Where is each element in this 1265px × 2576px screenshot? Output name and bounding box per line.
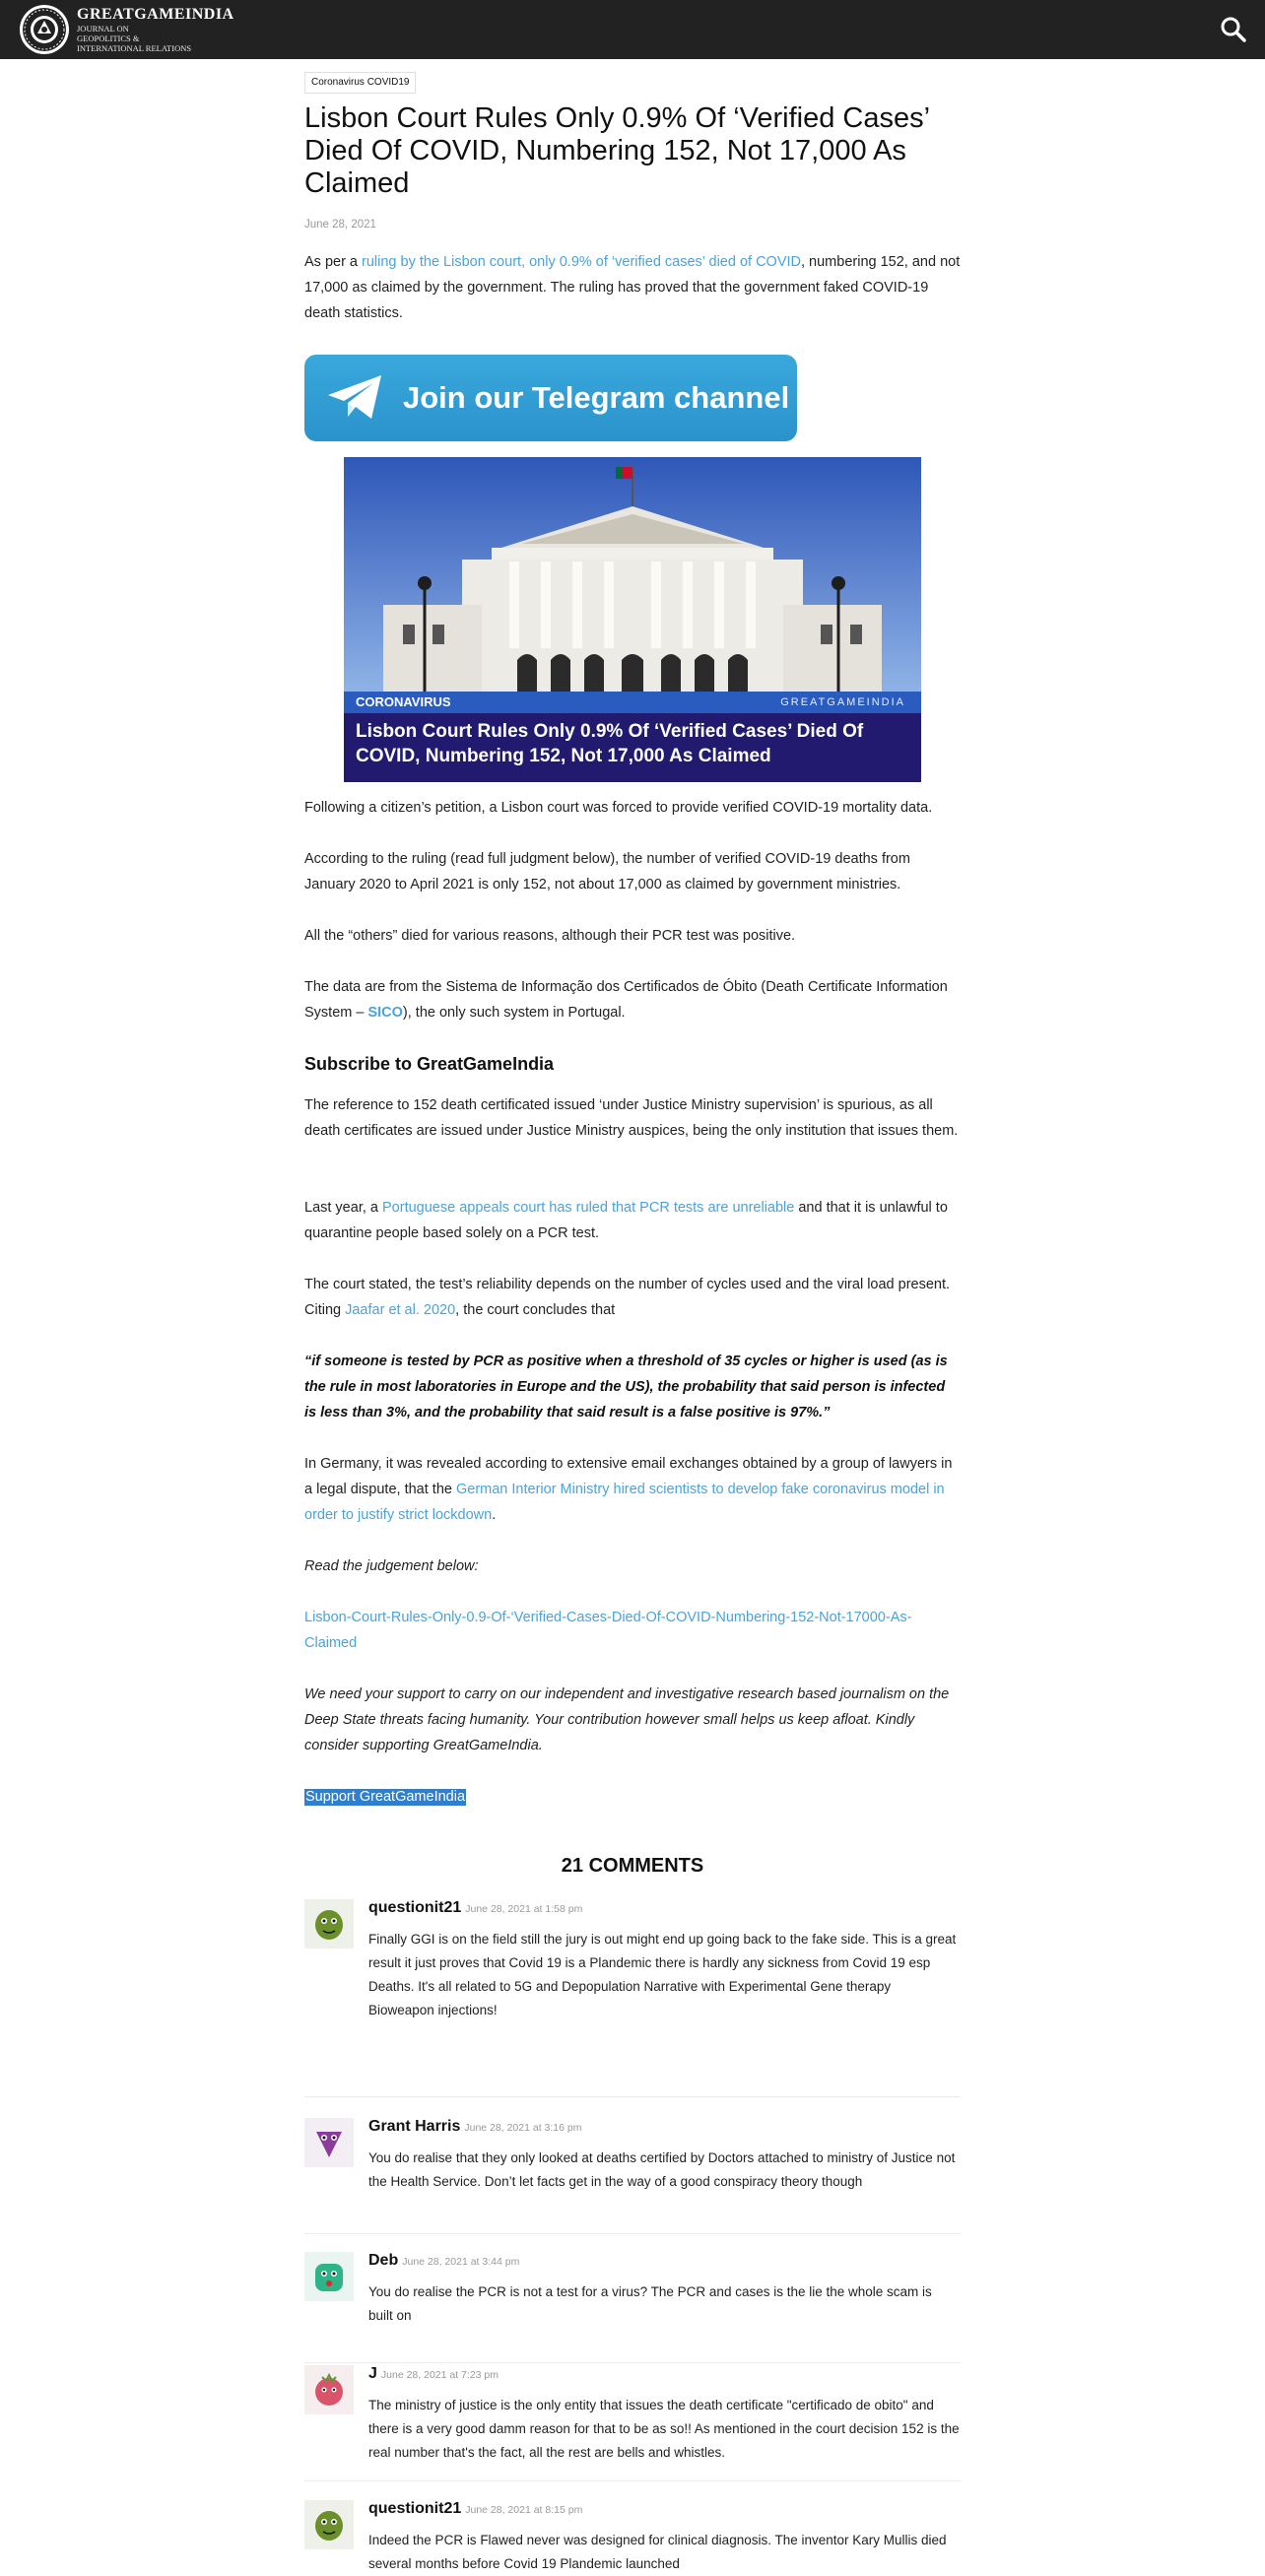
- logo-seal-icon: [18, 3, 71, 56]
- paragraph-germany-text-end: .: [492, 1507, 497, 1523]
- paragraph-others: All the “others” died for various reasons, although their PCR test was positive.: [304, 928, 796, 944]
- comment-date[interactable]: June 28, 2021 at 1:58 pm: [465, 1903, 583, 1915]
- comment-divider: [304, 2096, 961, 2097]
- category-tag[interactable]: Coronavirus COVID19: [304, 72, 416, 94]
- paragraph-sico-text-end: ), the only such system in Portugal.: [402, 1005, 626, 1021]
- paragraph-cycles-text: The court stated, the test’s reliability depends on the number of cycles used and the viral load present. Citing: [304, 1277, 951, 1318]
- logo-text: [77, 6, 234, 53]
- hero-brand: GREATGAMEINDIA: [780, 696, 905, 708]
- telegram-join-button[interactable]: [304, 355, 797, 441]
- jaafar-link[interactable]: Jaafar et al. 2020: [345, 1302, 456, 1318]
- paragraph-sico-text: The data are from the Sistema de Informação dos Certificados de Óbito (Death Certificate Information System –: [304, 979, 948, 1021]
- comment-author[interactable]: questionit21: [368, 2500, 462, 2517]
- parliament-building-illustration: [344, 457, 921, 692]
- paragraph-cycles: [304, 1272, 961, 1323]
- comment-text: You do realise that they only looked at deaths certified by Doctors attached to ministry of Justice not the Health Service. Don’t let facts get in the way of a good conspiracy theory though: [368, 2150, 956, 2189]
- top-navigation-bar: [0, 0, 1265, 59]
- comment-author[interactable]: questionit21: [368, 1899, 462, 1916]
- comments-heading: 21 COMMENTS: [561, 1855, 704, 1877]
- lisbon-ruling-link[interactable]: ruling by the Lisbon court, only 0.9% of ‘verified cases’ died of COVID: [362, 254, 801, 270]
- comment-text: The ministry of justice is the only entity that issues the death certificate "certificado de obito" and there is a very good damm reason for that to be as so!! As mentioned in the court decision 152 is the real number that's the fact, all the rest are bells and whistles.: [368, 2398, 960, 2460]
- paragraph-ruling: According to the ruling (read full judgment below), the number of verified COVID-19 deaths from January 2020 to April 2021 is only 152, not about 17,000 as claimed by government ministries.: [304, 851, 910, 892]
- comment-divider: [304, 2362, 961, 2363]
- site-logo[interactable]: [18, 3, 234, 56]
- telegram-label: Join our Telegram channel: [403, 380, 790, 415]
- paragraph-intro: [304, 249, 961, 326]
- comment-date[interactable]: June 28, 2021 at 3:44 pm: [402, 2256, 520, 2268]
- comment-header: [368, 2252, 519, 2270]
- pcr-unreliable-link[interactable]: Portuguese appeals court has ruled that PCR tests are unreliable: [382, 1200, 795, 1216]
- read-judgement-text: Read the judgement below:: [304, 1558, 479, 1574]
- comment-divider: [304, 2480, 961, 2481]
- subscribe-heading: Subscribe to GreatGameIndia: [304, 1054, 555, 1074]
- paragraph-sico: [304, 974, 961, 1025]
- court-quote: “if someone is tested by PCR as positive when a threshold of 35 cycles or higher is used (as is the rule in most laboratories in Europe and the US), the probability that said person is infected is less than 3%, and the probability that said result is a false positive is 97%.”: [304, 1354, 948, 1420]
- comment-text: Finally GGI is on the field still the jury is out might end up going back to the fake side. This is a great result it just proves that Covid 19 is a Plandemic there is hardly any sickness from Covid 19 esp Deaths. It's all related to 5G and Depopulation Narrative with Experimental Gene therapy Bioweapon injections!: [368, 1932, 957, 2017]
- support-button[interactable]: Support GreatGameIndia: [305, 1789, 466, 1805]
- comment-header: [368, 2365, 499, 2383]
- paragraph-appeals-text: Last year, a: [304, 1200, 382, 1216]
- german-ministry-link[interactable]: German Interior Ministry hired scientists to develop fake coronavirus model in order to justify strict lockdown: [304, 1482, 945, 1523]
- comment-date[interactable]: June 28, 2021 at 8:15 pm: [465, 2504, 583, 2516]
- avatar: [304, 1899, 354, 1949]
- logo-title: GREATGAMEINDIA: [77, 6, 234, 23]
- article-date: June 28, 2021: [304, 219, 376, 231]
- comment-header: [368, 2500, 582, 2518]
- comment-date[interactable]: June 28, 2021 at 3:16 pm: [464, 2122, 582, 2134]
- paragraph-petition: Following a citizen’s petition, a Lisbon court was forced to provide verified COVID-19 mortality data.: [304, 800, 933, 816]
- hero-caption: Lisbon Court Rules Only 0.9% Of ‘Verified Cases’ Died Of COVID, Numbering 152, Not 17,000 As Claimed: [356, 721, 864, 766]
- comment-text: You do realise the PCR is not a test for a virus? The PCR and cases is the lie the whole scam is built on: [368, 2284, 932, 2323]
- hero-kicker: CORONAVIRUS: [356, 694, 451, 709]
- telegram-plane-icon: [324, 373, 387, 423]
- paragraph-justice-ministry: The reference to 152 death certificated issued ‘under Justice Ministry supervision’ is spurious, as all death certificates are issued under Justice Ministry auspices, being the only institution that issues them.: [304, 1097, 959, 1139]
- avatar: [304, 2252, 354, 2301]
- logo-subtitle-line-2: GEOPOLITICS &: [77, 33, 140, 43]
- comment-header: [368, 2118, 581, 2136]
- paragraph-appeals-text-end: and that it is unlawful to quarantine people based solely on a PCR test.: [304, 1200, 948, 1241]
- paragraph-intro-text-end: , numbering 152, and not 17,000 as claimed by the government. The ruling has proved that the government faked COVID-19 death statistics.: [304, 254, 961, 321]
- support-appeal-text: We need your support to carry on our independent and investigative research based journalism on the Deep State threats facing humanity. Your contribution however small helps us keep afloat. Kindly consider supporting GreatGameIndia.: [304, 1686, 950, 1753]
- paragraph-germany: [304, 1451, 961, 1528]
- logo-subtitle-line-1: JOURNAL ON: [77, 24, 129, 33]
- paragraph-support-appeal: [304, 1682, 961, 1758]
- comment-divider: [304, 2233, 961, 2234]
- featured-image: [344, 457, 921, 782]
- avatar: [304, 2365, 354, 2414]
- logo-subtitle-line-3: INTERNATIONAL RELATIONS: [77, 43, 192, 53]
- judgement-document-link[interactable]: Lisbon-Court-Rules-Only-0.9-Of-‘Verified-Cases-Died-Of-COVID-Numbering-152-Not-17000-As-Claimed: [304, 1610, 912, 1651]
- paragraph-germany-text: In Germany, it was revealed according to extensive email exchanges obtained by a group of lawyers in a legal dispute, that the: [304, 1456, 953, 1497]
- avatar: [304, 2118, 354, 2167]
- paragraph-cycles-text-end: , the court concludes that: [455, 1302, 616, 1318]
- comment-author[interactable]: Deb: [368, 2252, 399, 2269]
- paragraph-appeals-court: [304, 1195, 961, 1246]
- comment-author[interactable]: Grant Harris: [368, 2118, 461, 2135]
- comment-header: [368, 1899, 582, 1917]
- paragraph-document: [304, 1605, 961, 1656]
- paragraph-read-judgement: [304, 1553, 961, 1579]
- search-icon[interactable]: [1218, 14, 1249, 45]
- comment-author[interactable]: J: [368, 2365, 377, 2382]
- paragraph-intro-text: As per a: [304, 254, 363, 270]
- avatar: [304, 2500, 354, 2549]
- sico-link[interactable]: SICO: [367, 1005, 403, 1021]
- comment-date[interactable]: June 28, 2021 at 7:23 pm: [380, 2369, 499, 2381]
- comment-text: Indeed the PCR is Flawed never was designed for clinical diagnosis. The inventor Kary Mullis died several months before Covid 19 Plandemic launched: [368, 2533, 947, 2571]
- article-title: Lisbon Court Rules Only 0.9% Of ‘Verified Cases’ Died Of COVID, Numbering 152, Not 17,000 As Claimed: [304, 102, 929, 199]
